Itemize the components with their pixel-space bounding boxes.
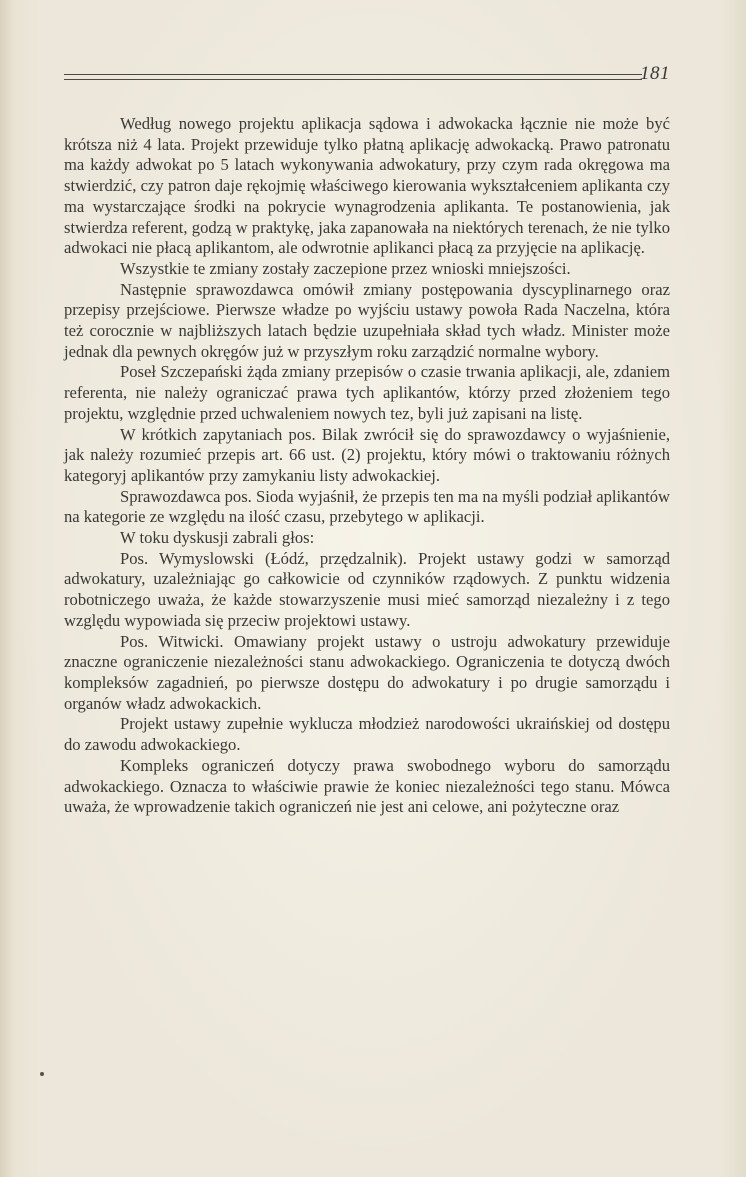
paragraph-3: Następnie sprawozdawca omówił zmiany postępowania dyscyplinarnego oraz przepisy przejściowe. Pierwsze władze po wyjściu ustawy powoła Rada Naczelna, która też corocznie w najbliższych latach będzie uzupełniała skład tych władz. Minister może jednak dla pewnych okręgów już w przyszłym roku zarządzić normalne wybory. [64, 279, 670, 361]
paragraph-9: Pos. Witwicki. Omawiany projekt ustawy o ustroju adwokatury przewiduje znaczne ograniczenie niezależności stanu adwokackiego. Ograniczenia te dotyczą dwóch kompleksów zagadnień, po pierwsze dostępu do adwokatury i po drugie samorządu i organów władz adwokackich. [64, 631, 670, 713]
paragraph-7: W toku dyskusji zabrali głos: [120, 528, 315, 548]
paragraph-6: Sprawozdawca pos. Sioda wyjaśnił, że przepis ten ma na myśli podział aplikantów na kategorie ze względu na ilość czasu, przebytego w aplikacji. [64, 486, 670, 527]
paragraph-2: Wszystkie te zmiany zostały zaczepione przez wnioski mniejszości. [120, 258, 571, 278]
header-double-rule [64, 74, 642, 80]
ink-speck [40, 1072, 44, 1076]
page-number: 181 [640, 63, 670, 84]
paragraph-5: W krótkich zapytaniach pos. Bilak zwrócił się do sprawozdawcy o wyjaśnienie, jak należy rozumieć przepis art. 66 ust. (2) projektu, który mówi o traktowaniu różnych kategoryj aplikantów przy zamykaniu listy adwokackiej. [64, 424, 670, 485]
paragraph-1: Według nowego projektu aplikacja sądowa i adwokacka łącznie nie może być krótsza niż 4 lata. Projekt przewiduje tylko płatną aplikację adwokacką. Prawo patronatu ma każdy adwokat po 5 latach wykonywania adwokatury, przy czym rada okręgowa ma stwierdzić, czy patron daje rękojmię właściwego kierowania wykształceniem aplikanta czy ma wystarczające środki na pokrycie wynagrodzenia aplikanta. Te postanowienia, jak stwierdza referent, godzą w praktykę, jaka zapanowała na niektórych terenach, że nie tylko adwokaci nie płacą aplikantom, ale odwrotnie aplikanci płacą za przyjęcie na aplikację. [64, 114, 670, 258]
paragraph-8: Pos. Wymyslowski (Łódź, przędzalnik). Projekt ustawy godzi w samorząd adwokatury, uzależniając go całkowicie od czynników rządowych. Z punktu widzenia robotniczego uważa, że każde stowarzyszenie musi mieć samorząd niezależny i z tego względu wypowiada się przeciw projektowi ustawy. [64, 548, 670, 630]
paragraph-4: Poseł Szczepański żąda zmiany przepisów o czasie trwania aplikacji, ale, zdaniem referenta, nie należy ograniczać prawa tych aplikantów, którzy przed złożeniem tego projektu, względnie przed uchwaleniem nowych tez, byli już zapisani na listę. [64, 362, 670, 423]
paragraph-11: Kompleks ograniczeń dotyczy prawa swobodnego wyboru do samorządu adwokackiego. Oznacza to właściwie prawie że koniec niezależności tego stanu. Mówca uważa, że wprowadzenie takich ograniczeń nie jest ani celowe, ani pożyteczne oraz [64, 755, 670, 817]
paragraph-10: Projekt ustawy zupełnie wyklucza młodzież narodowości ukraińskiej od dostępu do zawodu adwokackiego. [64, 714, 670, 755]
body-text [64, 114, 670, 818]
